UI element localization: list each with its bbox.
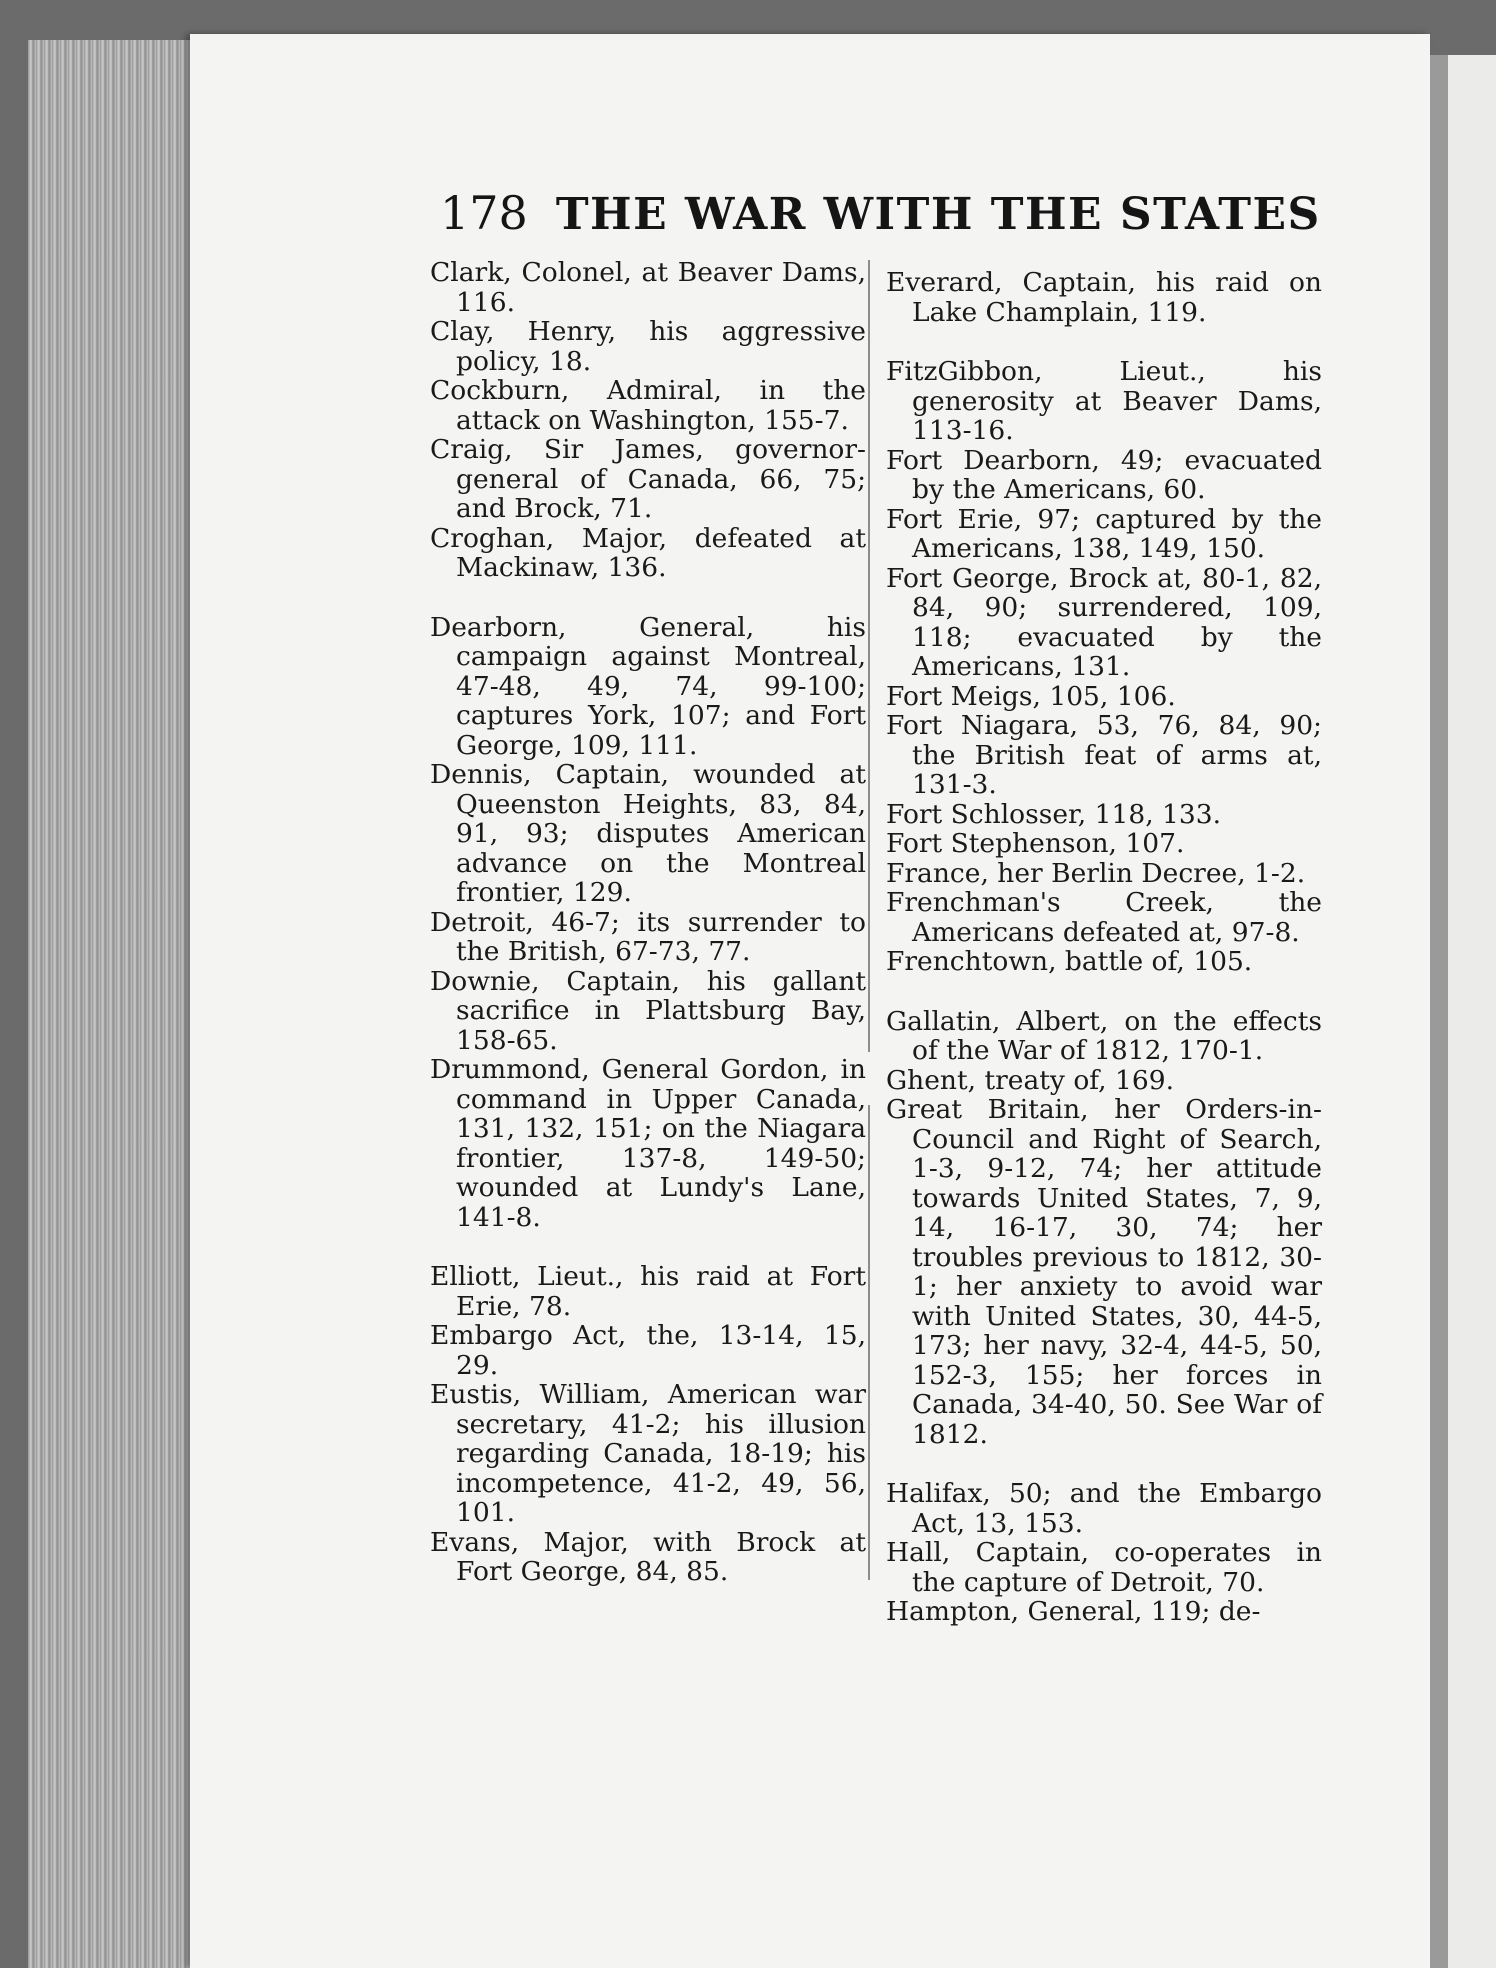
running-title: THE WAR WITH THE STATES	[555, 189, 1321, 240]
letter-group-gap	[886, 327, 1322, 357]
index-entry: Fort Erie, 97; captured by the Americans, 138, 149, 150.	[886, 503, 1322, 564]
index-entry: France, her Berlin Decree, 1-2.	[886, 857, 1306, 889]
index-entry: Embargo Act, the, 13-14, 15, 29.	[430, 1320, 866, 1381]
index-entry: Eustis, William, American war secretary, 41-2; his illusion regarding Canada, 18-19; his incompetence, 41-2, 49, 56, 101.	[430, 1379, 866, 1528]
index-entry: Fort Niagara, 53, 76, 84, 90; the British feat of arms at, 131-3.	[886, 710, 1322, 800]
index-entry: Dennis, Captain, wounded at Queenston Heights, 83, 84, 91, 93; disputes American advance on the Montreal frontier, 129.	[430, 759, 866, 908]
index-entry: Craig, Sir James, governor-general of Canada, 66, 75; and Brock, 71.	[430, 434, 866, 524]
index-entry: Downie, Captain, his gallant sacrifice in Plattsburg Bay, 158-65.	[430, 965, 866, 1056]
index-entry: FitzGibbon, Lieut., his generosity at Beaver Dams, 113-16.	[886, 356, 1322, 446]
index-entry: Elliott, Lieut., his raid at Fort Erie, 78.	[430, 1261, 866, 1322]
index-entry: Halifax, 50; and the Embargo Act, 13, 153.	[886, 1478, 1322, 1539]
letter-group-gap	[886, 1449, 1322, 1479]
letter-group-gap	[430, 583, 866, 613]
index-entry: Clark, Colonel, at Beaver Dams, 116.	[430, 257, 866, 318]
book-page-edges	[28, 40, 198, 1968]
index-column-left	[430, 258, 866, 1587]
index-entry: Everard, Captain, his raid on Lake Champlain, 119.	[886, 267, 1322, 328]
index-entry: Fort Stephenson, 107.	[886, 828, 1185, 859]
index-entry: Frenchtown, battle of, 105.	[886, 946, 1253, 977]
running-header	[440, 186, 1321, 240]
letter-group-gap	[430, 1232, 866, 1262]
index-entry: Evans, Major, with Brock at Fort George, 84, 85.	[430, 1526, 866, 1587]
index-entry: Cockburn, Admiral, in the attack on Washington, 155-7.	[430, 375, 866, 436]
index-entry: Drummond, General Gordon, in command in Upper Canada, 131, 132, 151; on the Niagara frontier, 137-8, 149-50; wounded at Lundy's Lane, 141-8.	[430, 1054, 866, 1233]
page-number: 178	[440, 186, 528, 240]
index-entry: Croghan, Major, defeated at Mackinaw, 136.	[430, 522, 866, 583]
index-entry: Fort Meigs, 105, 106.	[886, 680, 1176, 712]
index-entry: Clay, Henry, his aggressive policy, 18.	[430, 316, 866, 377]
index-entry: Hampton, General, 119; de-	[886, 1596, 1261, 1627]
index-entry: Ghent, treaty of, 169.	[886, 1064, 1174, 1096]
letter-group-gap	[886, 977, 1322, 1007]
index-entry: Fort George, Brock at, 80-1, 82, 84, 90; surrendered, 109, 118; evacuated by the Americans, 131.	[886, 562, 1322, 682]
index-entry: Frenchman's Creek, the Americans defeated at, 97-8.	[886, 887, 1322, 948]
index-column-right	[886, 268, 1322, 1627]
index-entry: Detroit, 46-7; its surrender to the British, 67-73, 77.	[430, 906, 866, 967]
index-entry: Fort Schlosser, 118, 133.	[886, 798, 1222, 830]
index-entry: Great Britain, her Orders-in-Council and Right of Search, 1-3, 9-12, 74; her attitude towards United States, 7, 9, 14, 16-17, 30, 74; her troubles previous to 1812, 30-1; her anxiety to avoid war with United States, 30, 44-5, 173; her navy, 32-4, 44-5, 50, 152-3, 155; her forces in Canada, 34-40, 50. See War of 1812.	[886, 1094, 1322, 1450]
index-entry: Hall, Captain, co-operates in the capture of Detroit, 70.	[886, 1537, 1322, 1598]
facing-page-edge	[1448, 55, 1496, 1968]
index-entry: Dearborn, General, his campaign against Montreal, 47-48, 49, 74, 99-100; captures York, 107; and Fort George, 109, 111.	[430, 611, 866, 761]
page-gutter-shadow	[1430, 55, 1448, 1968]
index-entry: Gallatin, Albert, on the effects of the War of 1812, 170-1.	[886, 1005, 1322, 1066]
index-entry: Fort Dearborn, 49; evacuated by the Americans, 60.	[886, 444, 1322, 505]
column-divider	[868, 260, 870, 1580]
